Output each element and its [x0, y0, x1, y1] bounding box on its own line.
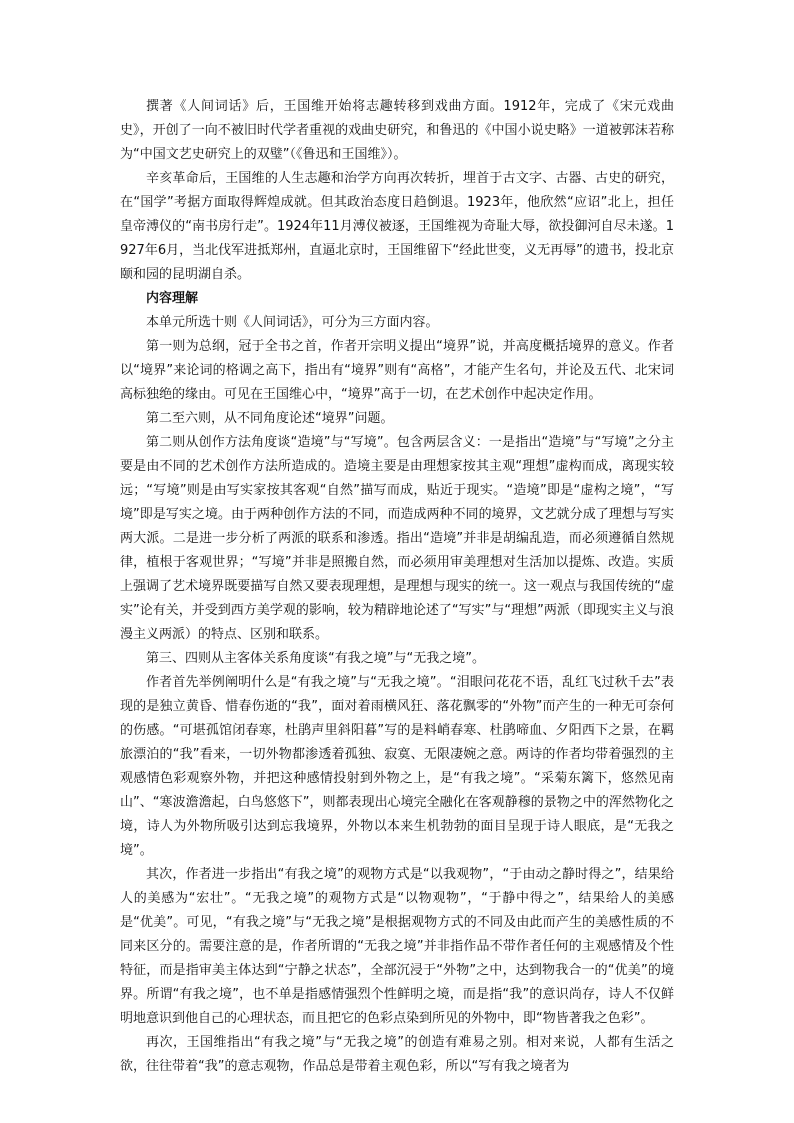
section-heading: 内容理解 — [146, 291, 199, 306]
paragraph-drama-history: 撰著《人间词话》后，王国维开始将志趣转移到戏曲方面。1912年，完成了《宋元戏曲史》，开创了一向不被旧时代学者重视的戏曲史研究，和鲁迅的《中国小说史略》一道被郭沫若称为“中国文艺史研究上的双璧”（《鲁迅和王国维》）。 — [120, 99, 674, 162]
paragraph-secondly: 其次，作者进一步指出“有我之境”的观物方式是“以我观物”，“于由动之静时得之”，结果给人的美感为“宏壮”。“无我之境”的观物方式是“以物观物”，“于静中得之”，结果给人的美感是“优美”。可见，“有我之境”与“无我之境”是根据观物方式的不同及由此而产生的美感性质的不同来区分的。需要注意的是，作者所谓的“无我之境”并非指作品不带作者任何的主观感情及个性特征，而是指审美主体达到“宁静之状态”，全部沉浸于“外物”之中，达到物我合一的“优美”的境界。所谓“有我之境”，也不单是指感情强烈个性鲜明之境，而是指“我”的意识尚存，诗人不仅鲜明地意识到他自己的心理状态，而且把它的色彩点染到所见的外物中，即“物皆著我之色彩”。 — [120, 867, 674, 1026]
paragraph-examples: 作者首先举例阐明什么是“有我之境”与“无我之境”。“泪眼问花花不语，乱红飞过秋千去”表现的是独立黄昏、惜春伤逝的“我”，面对着雨横风狂、落花飘零的“外物”而产生的一种无可奈何的伤感。“可堪孤馆闭春寒，杜鹃声里斜阳暮”写的是料峭春寒、杜鹃啼血、夕阳西下之景，在羁旅漂泊的“我”看来，一切外物都渗透着孤独、寂寞、无限凄婉之意。两诗的作者均带着强烈的主观感情色彩观察外物，并把这种感情投射到外物之上，是“有我之境”。“采菊东篱下，悠然见南山”、“寒波澹澹起，白鸟悠悠下”，则都表现出心境完全融化在客观静穆的景物之中的浑然物化之境，诗人为外物所吸引达到忘我境界，外物以本来生机勃勃的面目呈现于诗人眼底，是“无我之境”。 — [120, 675, 674, 858]
paragraph-overview: 本单元所选十则《人间词话》，可分为三方面内容。 — [146, 315, 439, 330]
paragraph-second-rule: 第二则从创作方法角度谈“造境”与“写境”。包含两层含义：一是指出“造境”与“写境”之分主要是由不同的艺术创作方法所造成的。造境主要是由理想家按其主观“理想”虚构而成，离现实较远；“写境”则是由写实家按其客观“自然”描写而成，贴近于现实。“造境”即是“虚构之境”，“写境”即是写实之境。由于两种创作方法的不同，而造成两种不同的境界，文艺就分成了理想与写实两大派。二是进一步分析了两派的联系和渗透。指出“造境”并非是胡编乱造，而必须遵循自然规律，植根于客观世界；“写境”并非是照搬自然，而必须用审美理想对生活加以提炼、改造。实质上强调了艺术境界既要描写自然又要表现理想，是理想与现实的统一。这一观点与我国传统的“虚实”论有关，并受到西方美学观的影响，较为精辟地论述了“写实”与“理想”两派（即现实主义与浪漫主义两派）的特点、区别和联系。 — [120, 435, 674, 642]
paragraph-thirdly: 再次，王国维指出“有我之境”与“无我之境”的创造有难易之别。相对来说，人都有生活之欲，往往带着“我”的意志观物，作品总是带着主观色彩，所以“写有我之境者为 — [120, 1035, 674, 1074]
paragraph-after-revolution: 辛亥革命后，王国维的人生志趣和治学方向再次转折，埋首于古文字、古器、古史的研究，在“国学”考据方面取得辉煌成就。但其政治态度日趋倒退。1923年，他欣然“应诏”北上，担任皇帝溥仪的“南书房行走”。1924年11月溥仪被逐，王国维视为奇耻大辱，欲投御河自尽未遂。1927年6月，当北伐军进抵郑州，直逼北京时，王国维留下“经此世变，义无再辱”的遗书，投北京颐和园的昆明湖自杀。 — [120, 171, 674, 282]
paragraph-first-rule: 第一则为总纲，冠于全书之首，作者开宗明义提出“境界”说，并高度概括境界的意义。作者以“境界”来论词的格调之高下，指出有“境界”则有“高格”，才能产生名句，并论及五代、北宋词高标独绝的缘由。可见在王国维心中，“境界”高于一切，在艺术创作中起决定作用。 — [120, 339, 674, 402]
paragraph-third-fourth-rules: 第三、四则从主客体关系角度谈“有我之境”与“无我之境”。 — [146, 651, 485, 666]
document-page — [120, 95, 674, 1079]
paragraph-rules-two-to-six: 第二至六则，从不同角度论述“境界”问题。 — [146, 411, 394, 426]
